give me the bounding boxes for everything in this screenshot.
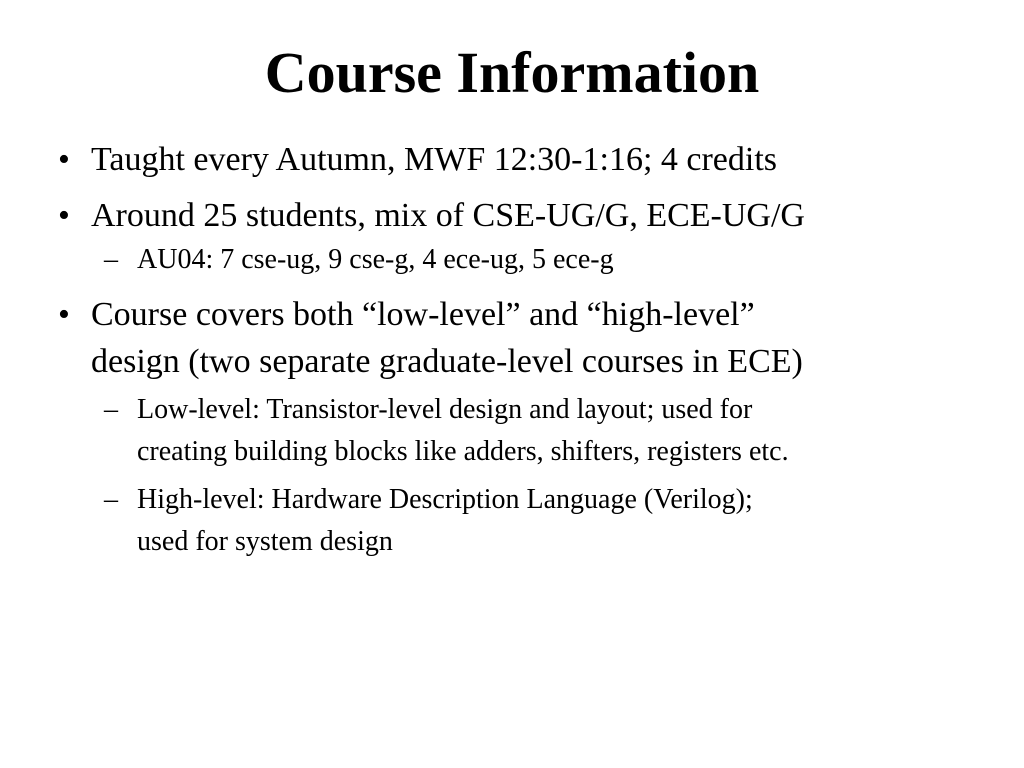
sub-bullet-text-line2: creating building blocks like adders, shifters, registers etc.: [137, 436, 789, 467]
bullet-item-schedule: [58, 136, 958, 183]
dash-marker: –: [104, 484, 118, 515]
slide-title: Course Information: [264, 40, 760, 105]
sub-bullet-text-line2: used for system design: [137, 526, 393, 557]
sub-bullet-text-line1: Low-level: Transistor-level design and layout; used for: [137, 394, 753, 425]
bullet-item-students: [58, 192, 958, 239]
bullet-text: Taught every Autumn, MWF 12:30-1:16; 4 credits: [91, 141, 778, 178]
bullet-text: Around 25 students, mix of CSE-UG/G, ECE-UG/G: [91, 197, 805, 234]
bullet-marker: •: [58, 197, 70, 234]
bullet-text-line1: Course covers both “low-level” and “high-level”: [91, 296, 755, 333]
sub-bullet-text-line1: High-level: Hardware Description Language (Verilog);: [137, 484, 753, 515]
bullet-marker: •: [58, 296, 70, 333]
dash-marker: –: [104, 394, 118, 425]
bullet-item-course-covers: [58, 291, 958, 385]
sub-bullet-au04: [58, 239, 958, 281]
bullet-list: [58, 136, 958, 568]
bullet-marker: •: [58, 141, 70, 178]
sub-bullet-high-level: [58, 479, 958, 563]
sub-bullet-text: AU04: 7 cse-ug, 9 cse-g, 4 ece-ug, 5 ece-g: [137, 244, 614, 275]
dash-marker: –: [104, 244, 118, 275]
sub-bullet-low-level: [58, 389, 958, 473]
bullet-text-line2: design (two separate graduate-level courses in ECE): [91, 343, 803, 380]
